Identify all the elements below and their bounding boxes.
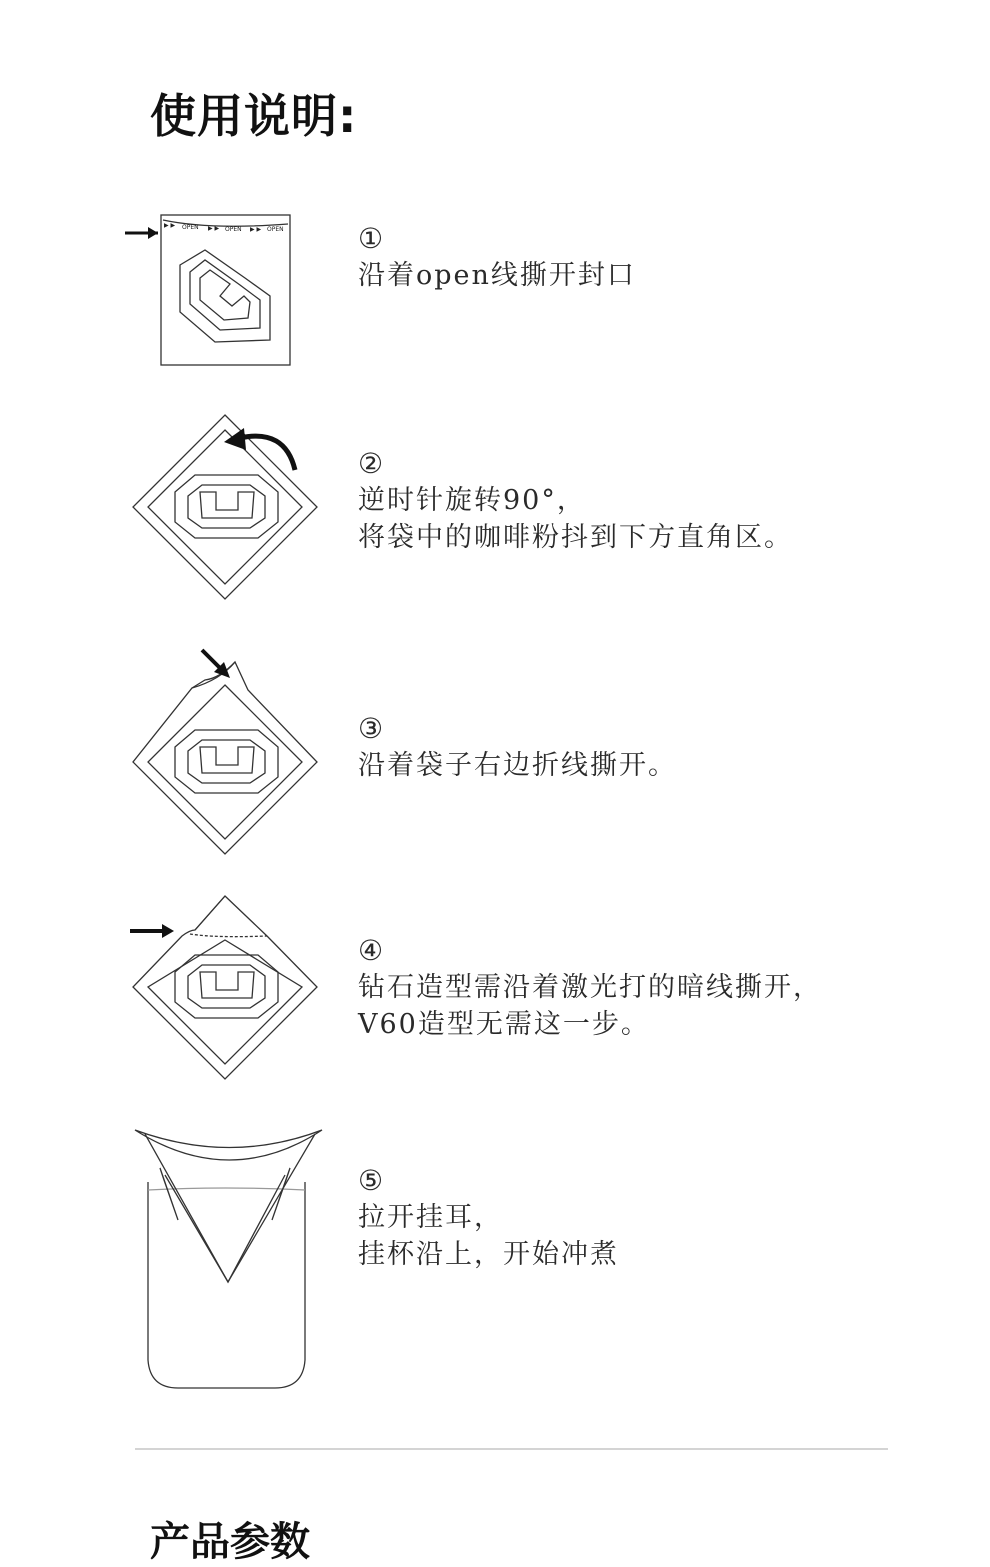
open-label-1: OPEN [182, 224, 199, 231]
step-5-line-1: 拉开挂耳， [358, 1202, 503, 1233]
step-4 [120, 890, 880, 1090]
step-1-line-1: 沿着open线撕开封口 [358, 260, 636, 291]
step-4-number: ④ [358, 934, 386, 967]
tear-right-edge-illustration [120, 640, 320, 860]
open-label-3: OPEN [267, 226, 284, 233]
step-2-number: ② [358, 447, 386, 480]
step-3-number: ③ [358, 712, 386, 745]
svg-text:▶ ▶: ▶ ▶ [250, 226, 262, 233]
hang-on-cup-illustration [120, 1120, 330, 1400]
step-1 [120, 200, 880, 375]
rotate-bag-illustration [120, 410, 320, 610]
step-1-number: ① [358, 222, 386, 255]
page-title: 使用说明: [150, 89, 358, 143]
step-5-line-2: 挂杯沿上，开始冲煮 [358, 1239, 619, 1270]
step-3-line-1: 沿着袋子右边折线撕开。 [358, 750, 677, 781]
step-4-line-1: 钻石造型需沿着激光打的暗线撕开， [358, 972, 822, 1003]
next-section-title: 产品参数 [150, 1519, 310, 1565]
step-3 [120, 640, 880, 860]
step-2-line-2: 将袋中的咖啡粉抖到下方直角区。 [358, 522, 793, 553]
step-4-line-2: V60造型无需这一步。 [358, 1009, 650, 1040]
step-2 [120, 410, 880, 610]
section-divider [135, 1448, 888, 1450]
step-2-line-1: 逆时针旋转90°， [358, 485, 586, 516]
open-label-2: OPEN [225, 226, 242, 233]
svg-text:▶ ▶: ▶ ▶ [164, 222, 176, 229]
step-5 [120, 1120, 880, 1400]
step-5-number: ⑤ [358, 1164, 386, 1197]
svg-text:▶ ▶: ▶ ▶ [208, 225, 220, 232]
tear-laser-line-illustration [120, 890, 320, 1090]
tear-open-seal-illustration [120, 200, 300, 375]
